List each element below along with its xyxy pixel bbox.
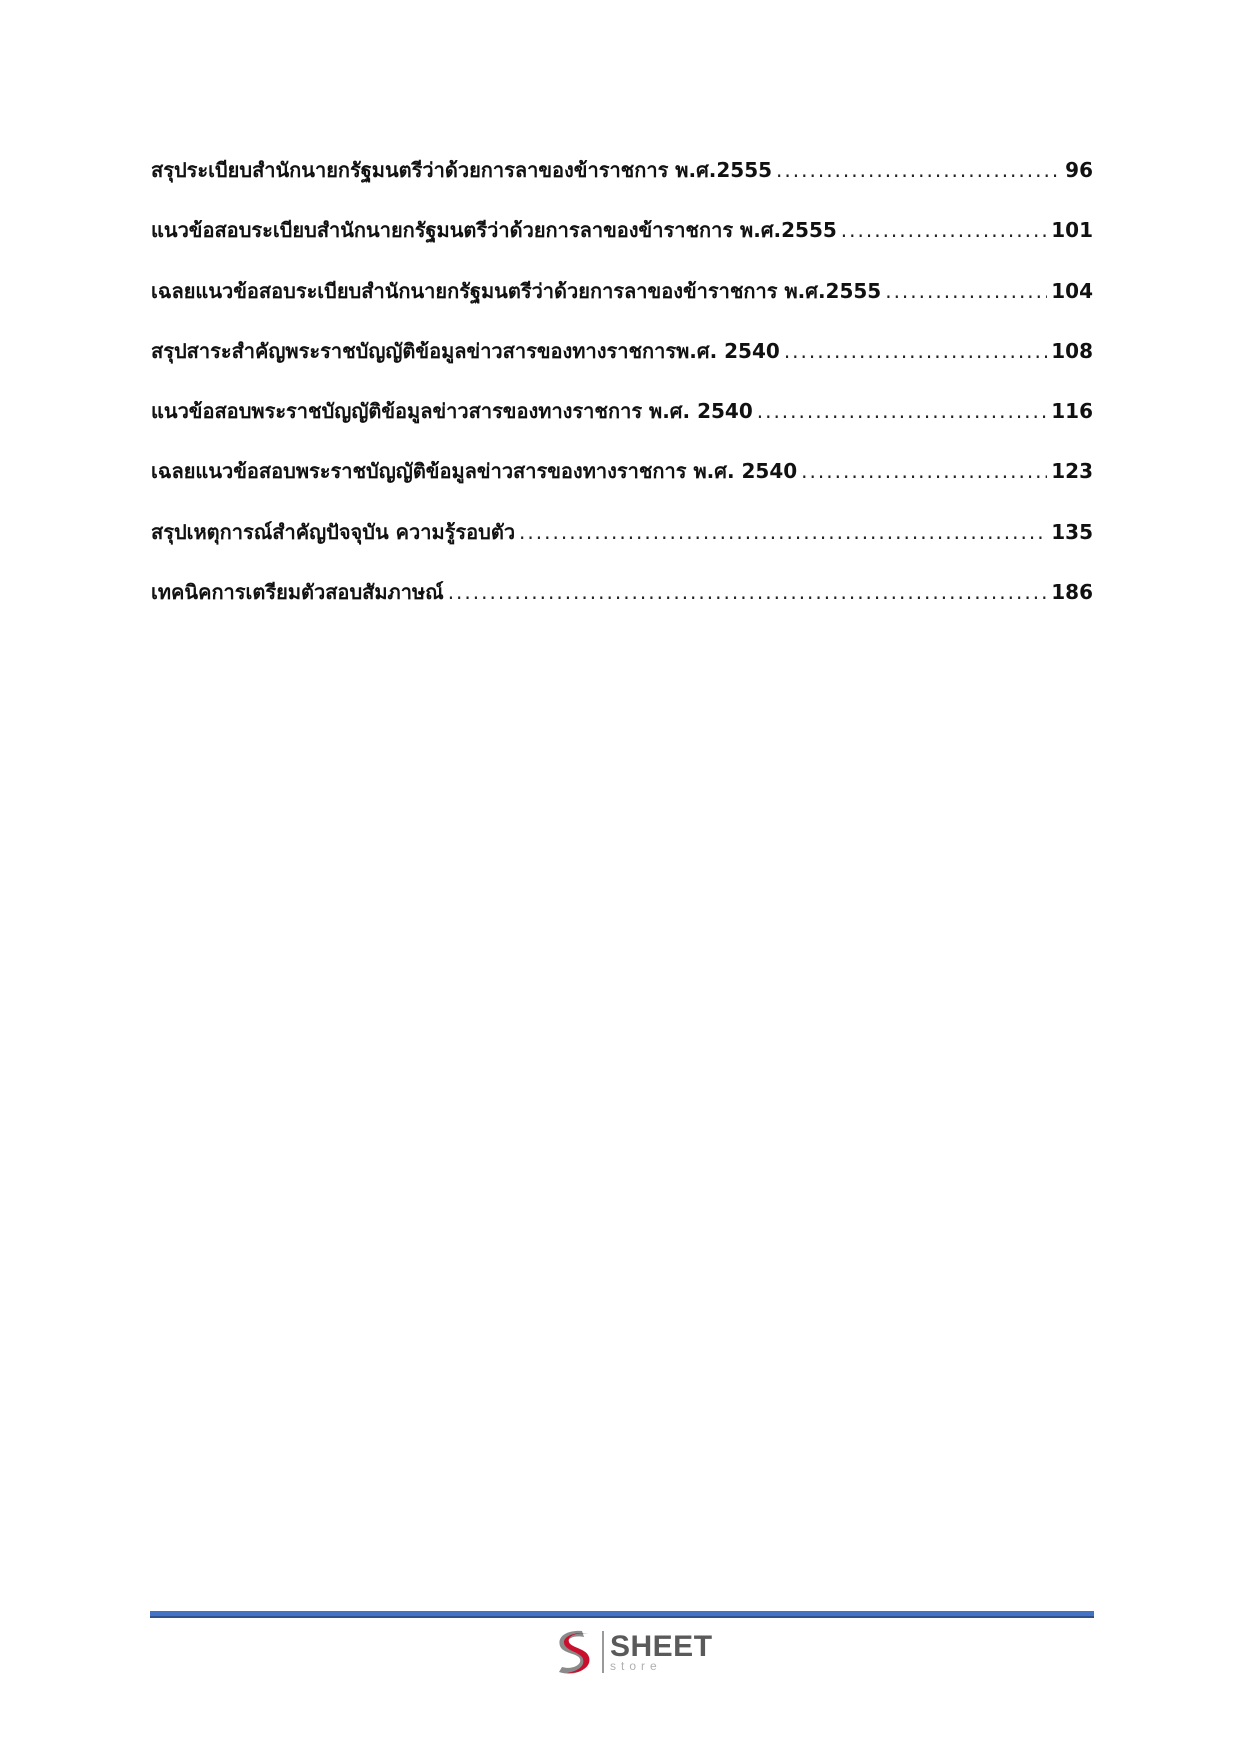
toc-entry[interactable]: [151, 572, 1093, 632]
logo-subword: store: [610, 1659, 662, 1673]
toc-entry-title: เฉลยแนวข้อสอบพระราชบัญญัติข้อมูลข่าวสารของทางราชการ พ.ศ. 2540: [151, 459, 798, 484]
toc-entry-page: 116: [1051, 399, 1093, 424]
toc-entry[interactable]: [151, 451, 1093, 511]
toc-dot-leader: [519, 512, 1047, 552]
toc-entry-page: 123: [1051, 459, 1093, 484]
toc-entry[interactable]: [151, 150, 1093, 210]
toc-entry-page: 108: [1051, 338, 1093, 363]
toc-entry-page: 186: [1051, 580, 1093, 605]
toc-entry-page: 96: [1065, 158, 1093, 182]
toc-dot-leader: [776, 150, 1061, 190]
toc-entry-page: 104: [1051, 278, 1093, 303]
footer-divider: [150, 1611, 1094, 1618]
table-of-contents: [151, 150, 1093, 632]
toc-entry[interactable]: [151, 210, 1093, 270]
toc-dot-leader: [757, 391, 1048, 431]
toc-entry[interactable]: [151, 391, 1093, 451]
toc-entry-title: เทคนิคการเตรียมตัวสอบสัมภาษณ์: [151, 580, 444, 605]
toc-entry[interactable]: [151, 271, 1093, 331]
toc-entry-title: แนวข้อสอบพระราชบัญญัติข้อมูลข่าวสารของทางราชการ พ.ศ. 2540: [151, 399, 753, 424]
logo-divider: [602, 1631, 604, 1673]
toc-entry-title: เฉลยแนวข้อสอบระเบียบสำนักนายกรัฐมนตรีว่าด้วยการลาของข้าราชการ พ.ศ.2555: [151, 278, 882, 303]
toc-entry[interactable]: [151, 512, 1093, 572]
s-logo-icon: [552, 1627, 598, 1677]
toc-entry-title: แนวข้อสอบระเบียบสำนักนายกรัฐมนตรีว่าด้วยการลาของข้าราชการ พ.ศ.2555: [151, 218, 837, 243]
toc-entry-page: 135: [1051, 519, 1093, 544]
logo-word: SHEET: [610, 1630, 713, 1663]
toc-dot-leader: [841, 210, 1047, 250]
toc-dot-leader: [885, 271, 1047, 311]
toc-entry-title: สรุประเบียบสำนักนายกรัฐมนตรีว่าด้วยการลาของข้าราชการ พ.ศ.2555: [151, 158, 773, 182]
sheet-store-logo: [552, 1626, 713, 1678]
logo-wordmark: [610, 1632, 713, 1672]
toc-entry-title: สรุปสาระสำคัญพระราชบัญญัติข้อมูลข่าวสารของทางราชการพ.ศ. 2540: [151, 338, 780, 363]
toc-entry-page: 101: [1051, 218, 1093, 243]
toc-dot-leader: [448, 572, 1048, 612]
toc-entry[interactable]: [151, 331, 1093, 391]
toc-dot-leader: [784, 331, 1047, 371]
toc-entry-title: สรุปเหตุการณ์สำคัญปัจจุบัน ความรู้รอบตัว: [151, 519, 516, 544]
toc-dot-leader: [801, 451, 1047, 491]
